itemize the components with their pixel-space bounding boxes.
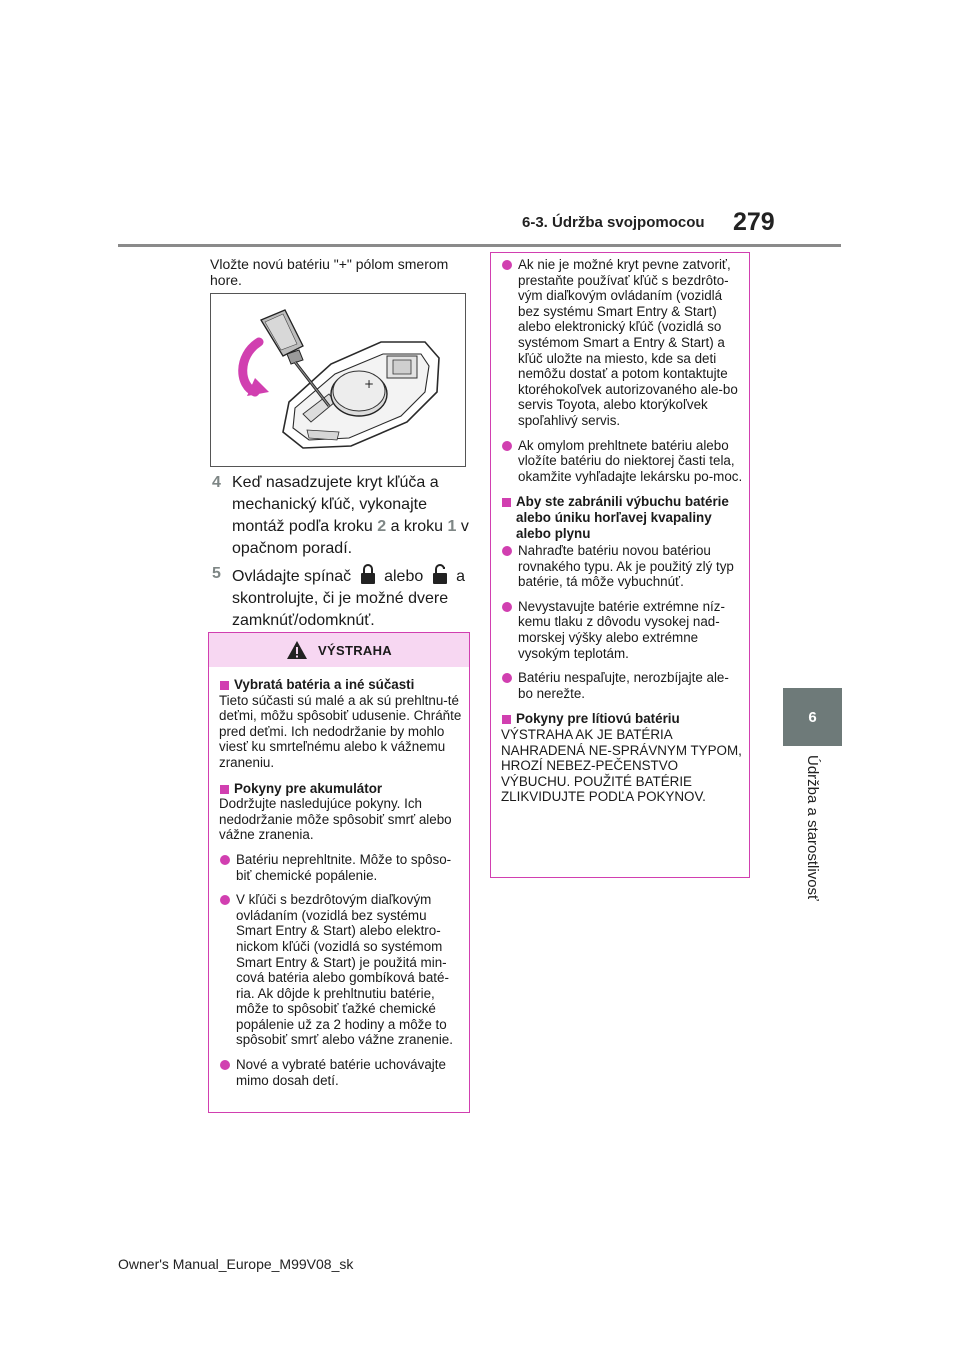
step-number: 4 [212, 474, 221, 491]
section-text: Dodržujte nasledujúce pokyny. Ich nedodržanie môže spôsobiť smrť alebo vážne zranenia. [219, 796, 452, 843]
warning-header [209, 633, 469, 667]
bullet-item: Ak nie je možné kryt pevne zatvoriť, prestaňte používať kľúč s bezdrôto-vým diaľkovým ovládaním (vozidlá bez systému Smart Entry & Start) alebo elektronický kľúč (vozidlá so systémom Smart a Entry & Start) a kľúč uložte na miesto, kde sa deti nemôžu dostať a potom kontaktujte ktoréhokoľvek autorizovaného ale-bo servis Toyota, alebo ktorýkoľvek spoľahlivý servis. [501, 257, 743, 429]
section-heading: Pokyny pre akumulátor [219, 781, 463, 797]
warning-title: VÝSTRAHA [318, 642, 392, 658]
step-ref: 2 [377, 518, 387, 535]
bullet-item: Batériu nespaľujte, nerozbíjajte ale-bo nerežte. [501, 670, 743, 701]
right-content [491, 257, 749, 805]
bullet-item: Nové a vybraté batérie uchovávajte mimo dosah detí. [219, 1057, 463, 1088]
warning-section [501, 494, 743, 541]
page-number: 279 [733, 208, 775, 236]
step-5 [212, 563, 474, 632]
section-heading: Aby ste zabránili výbuchu batérie alebo úniku horľavej kvapaliny alebo plynu [501, 494, 743, 541]
warning-section [501, 711, 743, 805]
section-heading: Pokyny pre lítiovú batériu [501, 711, 743, 727]
bullet-item: Batériu neprehltnite. Môže to spôso-biť chemické popálenie. [219, 852, 463, 883]
bullet-item: Nahraďte batériu novou batériou rovnakého typu. Ak je použitý zlý typ batérie, tá môže vybuchnúť. [501, 543, 743, 590]
header-rule [118, 244, 841, 247]
warning-section [219, 677, 463, 771]
unlock-icon [432, 563, 448, 585]
key-battery-illustration [211, 294, 465, 466]
chapter-title: Údržba a starostlivosť [804, 755, 821, 901]
section-text: VÝSTRAHA AK JE BATÉRIA NAHRADENÁ NE-SPRÁVNYM TYPOM, HROZÍ NEBEZ-PEČENSTVO VÝBUCHU. POUŽITÉ BATÉRIE ZLIKVIDUJTE PODĽA POKYNOV. [501, 727, 742, 805]
step-text: Keď nasadzujete kryt kľúča a mechanický kľúč, vykonajte montáž podľa kroku 2 a kroku 1 v opačnom poradí. [232, 474, 469, 557]
step-ref: 1 [447, 518, 457, 535]
section-heading: Vybratá batéria a iné súčasti [219, 677, 463, 693]
step-4 [212, 472, 474, 560]
bullet-item: Nevystavujte batérie extrémne níz-kemu tlaku z dôvodu vysokej nad-morskej výšky alebo extrémne vysokým teplotám. [501, 599, 743, 661]
bullet-item: Ak omylom prehltnete batériu alebo vložíte batériu do niektorej časti tela, okamžite vyhľadajte lekársku po-moc. [501, 438, 743, 485]
chapter-tab: 6 [783, 688, 842, 746]
warning-continued-box [490, 252, 750, 878]
battery-figure [210, 293, 466, 467]
warning-section [219, 781, 463, 843]
step-number: 5 [212, 565, 221, 582]
intro-text: Vložte novú batériu "+" pólom smerom hore. [210, 256, 449, 288]
lock-icon [360, 563, 376, 585]
plus-sign: + [364, 377, 375, 391]
warning-box [208, 632, 470, 1113]
bullet-item: V kľúči s bezdrôtovým diaľkovým ovládaním (vozidlá bez systému Smart Entry & Start) alebo elektro-nickom kľúči (vozidlá so systémom Smart Entry & Start) je použitá min-cová batéria alebo gombíková baté-ria. Ak dôjde k prehltnutiu batérie, môže to spôsobiť ťažké chemické popálenie už za 2 hodiny a môže to spôsobiť smrť alebo vážne zranenie. [219, 892, 463, 1048]
chapter-label [770, 755, 854, 915]
footer-text: Owner's Manual_Europe_M99V08_sk [118, 1256, 354, 1272]
warning-triangle-icon [286, 640, 308, 660]
section-title: 6-3. Údržba svojpomocou [522, 214, 705, 231]
warning-content [209, 677, 469, 1088]
step-text: Ovládajte spínač alebo a skontrolujte, či je možné dvere zamknúť/odomknúť. [232, 563, 474, 632]
section-text: Tieto súčasti sú malé a ak sú prehltnu-té deťmi, môžu spôsobiť udusenie. Chráňte pred deťmi. Ich nedodržanie by mohlo viesť ku smrteľnému alebo k vážnemu zraneniu. [219, 692, 462, 770]
